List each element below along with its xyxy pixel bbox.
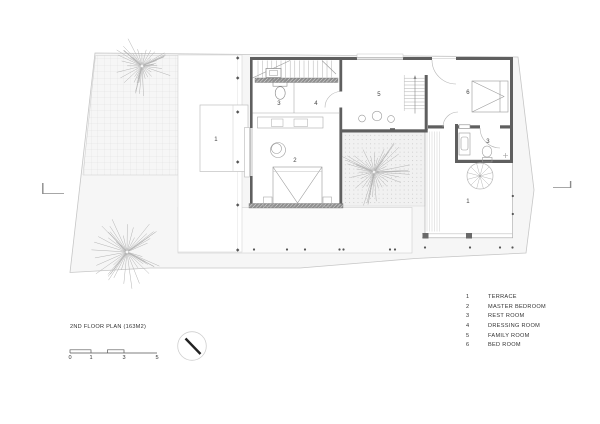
column — [466, 233, 472, 239]
room-label-rest-room-east: 3 — [486, 139, 490, 145]
room-label-family-room: 5 — [377, 92, 381, 98]
legend-item: 3 REST ROOM — [466, 313, 525, 320]
scale-tick-label: 0 — [68, 355, 72, 361]
room-label-terrace-east: 1 — [466, 199, 470, 205]
legend-item: 6 BED ROOM — [466, 342, 521, 349]
room-label-terrace-balcony: 1 — [214, 137, 218, 143]
scale-tick-label: 1 — [89, 355, 93, 361]
room-label-dressing-room: 4 — [314, 101, 318, 107]
spiral-stair — [467, 163, 493, 189]
scale-tick-label: 5 — [155, 355, 159, 361]
west-balcony — [200, 105, 250, 177]
drawing-title: 2ND FLOOR PLAN (163M2) — [70, 324, 147, 330]
legend-item: 5 FAMILY ROOM — [466, 332, 530, 339]
scale-tick-label: 3 — [122, 355, 126, 361]
legend-item: 1 TERRACE — [466, 293, 517, 300]
courtyard-terrace — [342, 131, 425, 207]
room-label-bed-room: 6 — [466, 90, 470, 96]
scale-bar — [70, 350, 157, 353]
north-arrow-icon — [178, 332, 207, 361]
room-label-rest-room-west: 3 — [277, 101, 281, 107]
legend-item: 4 DRESSING ROOM — [466, 322, 541, 329]
column — [423, 233, 429, 239]
room-label-master-bedroom: 2 — [293, 158, 297, 164]
legend — [466, 292, 546, 350]
legend-item: 2 MASTER BEDROOM — [466, 303, 546, 310]
